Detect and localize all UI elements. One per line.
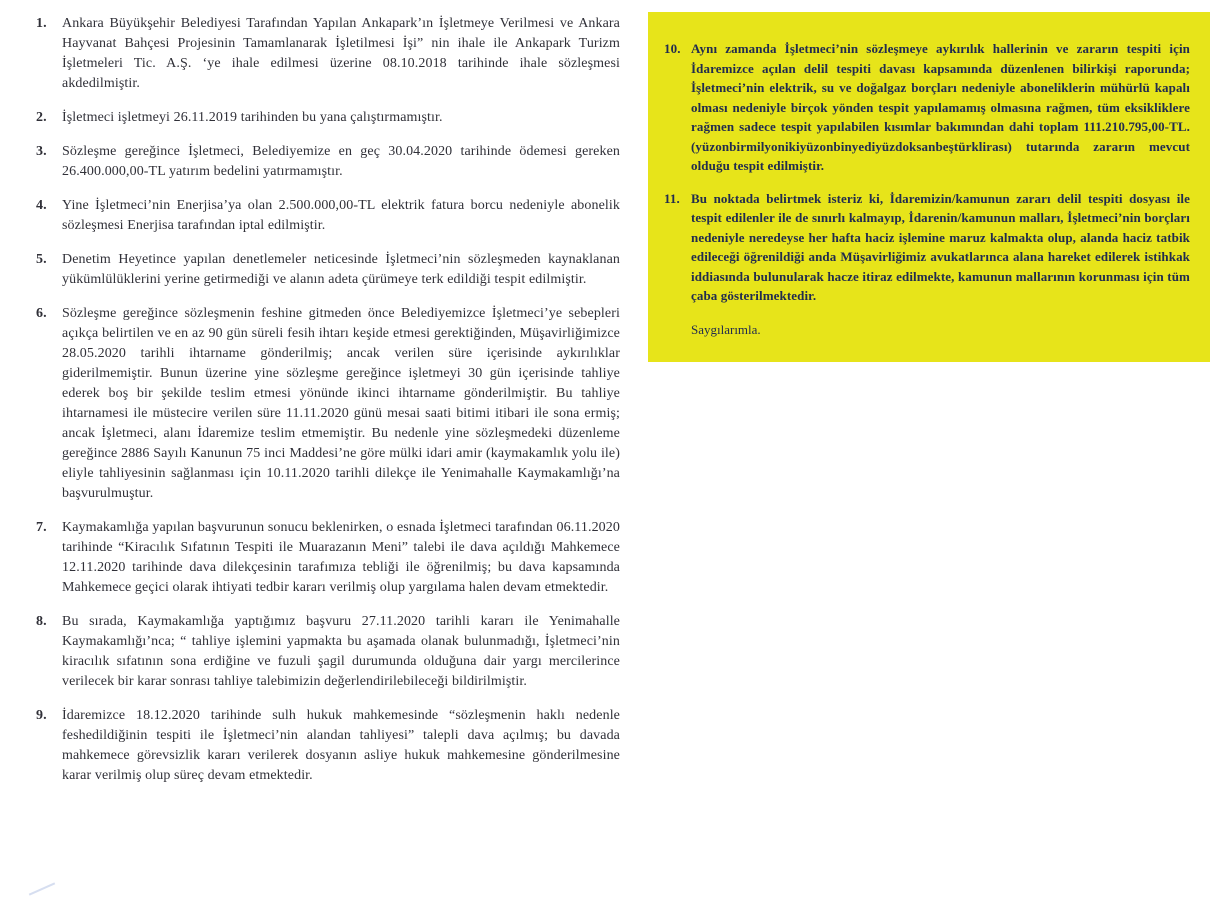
closing-salutation: Saygılarımla. bbox=[691, 321, 761, 337]
numbered-paragraph-8 bbox=[36, 612, 620, 692]
numbered-paragraph-1 bbox=[36, 14, 620, 94]
numbered-paragraph-10 bbox=[664, 39, 1190, 176]
paragraph-number: 11. bbox=[664, 190, 680, 206]
paragraph-number: 10. bbox=[664, 41, 681, 56]
numbered-paragraph-4 bbox=[36, 196, 620, 236]
paragraph-text: Sözleşme gereğince sözleşmenin feshine gitmeden önce Belediyemizce İşletmeci’ye sebepleri açıkça belirtilen ve en az 90 gün süreli fesih ihtarı keşide etmesi gerektiğinden, Müşavirliğimizce 28.05.2020 tarihli ihtarname gönderilmiş; ancak verilen süre içerisinde aykırılıklar giderilmemiştir. Bunun üzerine yine sözleşme gereğince işletmeyi 30 gün içerisinde tahliye ederek boş bir şekilde teslim etmesi yönünde ikinci ihtarname gönderilmiştir. Bu tahliye ihtarnamesi ile müstecire verilen süre 11.11.2020 günü mesai saati bitimi itibari ile sona ermiş; ancak İşletmeci, alanı İdaremize teslim etmemiştir. Bu nedenle yine sözleşmedeki düzenleme gereğince 2886 Sayılı Kanunun 75 inci Maddesi’ne göre mülki idari amir (kaymakamlık yolu ile) eliyle tahliyesinin sağlanması için 10.11.2020 tarihli dilekçe ile Yenimahalle Kaymakamlığı’na başvurulmuştur. bbox=[62, 306, 620, 501]
paragraph-number: 8. bbox=[36, 614, 47, 629]
paragraph-text: Denetim Heyetince yapılan denetlemeler neticesinde İşletmeci’nin sözleşmeden kaynaklanan yükümlülüklerini yerine getirmediği ve alanın adeta çürümeye terk edildiği tespit edilmiştir. bbox=[62, 252, 620, 287]
paragraph-text: İdaremizce 18.12.2020 tarihinde sulh hukuk mahkemesinde “sözleşmenin haklı nedenle feshedildiğinin tespiti ile İşletmeci’nin alandan tahliyesi” talepli dava açılmış; bu davada mahkemece görevsizlik kararı verilerek dosyanın asliye hukuk mahkemesine gönderilmesine karar verilmiş olup süreç devam etmektedir. bbox=[62, 708, 620, 783]
paragraph-number: 2. bbox=[36, 110, 47, 125]
paragraph-text: Bu sırada, Kaymakamlığa yaptığımız başvuru 27.11.2020 tarihli kararı ile Yenimahalle Kaymakamlığı’nca; “ tahliye işlemini yapmakta bu aşamada olanak bulunmadığı, İşletmeci’nin kiracılık sıfatının sona erdiğine ve fuzuli şagil durumunda olduğuna dair yargı mercilerince verilecek bir karar sonrası tahliye talebimizin değerlendirilebileceği bildirilmiştir. bbox=[62, 614, 620, 689]
paragraph-text: Aynı zamanda İşletmeci’nin sözleşmeye aykırılık hallerinin ve zararın tespiti için İdaremizce açılan delil tespiti davası kapsamında düzenlenen bilirkişi raporunda; İşletmeci’nin elektrik, su ve doğalgaz borçları nedeniyle aboneliklerin mühürlü kapalı olması nedeniyle birçok yönden tespit yapılamamış olmasına rağmen, tüm eksikliklere rağmen sadece tespit yapılabilen kısımlar bakımından dahi toplam 111.210.795,00-TL.(yüzonbirmilyonikiyüzonbinyediyüzdoksanbeştürklirası) tutarında zararın mevcut olduğu tespit edilmiştir. bbox=[691, 41, 1190, 173]
paragraph-number: 3. bbox=[36, 144, 47, 159]
numbered-paragraph-6 bbox=[36, 304, 620, 504]
paragraph-number: 7. bbox=[36, 520, 47, 535]
paragraph-text: Kaymakamlığa yapılan başvurunun sonucu beklenirken, o esnada İşletmeci tarafından 06.11.2020 tarihinde “Kiracılık Sıfatının Tespiti ile Muarazanın Meni” talebi ile dava açıldığı Mahkemece 12.11.2020 tarihinde dava dilekçesinin tarafımıza tebliği ile öğrenilmiş; bu dava kapsamında Mahkemece geçici olarak ihtiyati tedbir kararı verilmiş olup yargılama halen devam etmektedir. bbox=[62, 520, 620, 595]
numbered-paragraph-2 bbox=[36, 108, 620, 128]
paragraph-text: Bu noktada belirtmek isteriz ki, İdaremizin/kamunun zararı delil tespiti dosyası ile tespit edilenler ile de sınırlı kalmayıp, İdarenin/kamunun malları, İşletmeci’nin borçları nedeniyle neredeyse her hafta haciz işlemine maruz kalmakta olup, alanda haciz tatbik edileceği öğrenildiği anda Müşavirliğimiz avukatlarınca alana hareket edilerek istihkak iddiasında bulunularak hacze itiraz edilmekte, kamunun mallarının korunması için tüm çaba gösterilmektedir. bbox=[691, 190, 1190, 303]
pen-mark bbox=[29, 882, 55, 895]
numbered-paragraph-11 bbox=[664, 189, 1190, 306]
paragraph-number: 6. bbox=[36, 306, 47, 321]
paragraph-text: İşletmeci işletmeyi 26.11.2019 tarihinden bu yana çalıştırmamıştır. bbox=[62, 110, 443, 125]
paragraph-text: Sözleşme gereğince İşletmeci, Belediyemize en geç 30.04.2020 tarihinde ödemesi gereken 26.400.000,00-TL yatırım bedelini yatırmamıştır. bbox=[62, 144, 620, 179]
numbered-paragraph-7 bbox=[36, 518, 620, 598]
numbered-paragraph-9 bbox=[36, 706, 620, 786]
numbered-paragraph-3 bbox=[36, 142, 620, 182]
paragraph-text: Ankara Büyükşehir Belediyesi Tarafından Yapılan Ankapark’ın İşletmeye Verilmesi ve Ankara Hayvanat Bahçesi Projesinin Tamamlanarak İşletilmesi İşi” nin ihale ile Ankapark Turizm İşletmeleri Tic. A.Ş. ‘ye ihale edilmesi üzerine 08.10.2018 tarihinde ihale sözleşmesi akdedilmiştir. bbox=[62, 16, 620, 91]
highlighted-section bbox=[648, 12, 1210, 362]
paragraph-number: 1. bbox=[36, 16, 47, 31]
paragraph-text: Yine İşletmeci’nin Enerjisa’ya olan 2.500.000,00-TL elektrik fatura borcu nedeniyle abonelik sözleşmesi Enerjisa tarafından iptal edilmiştir. bbox=[62, 198, 620, 233]
paragraph-number: 9. bbox=[36, 708, 47, 723]
numbered-paragraph-5 bbox=[36, 250, 620, 290]
paragraph-number: 5. bbox=[36, 252, 47, 267]
left-column bbox=[36, 14, 620, 800]
paragraph-number: 4. bbox=[36, 198, 47, 213]
